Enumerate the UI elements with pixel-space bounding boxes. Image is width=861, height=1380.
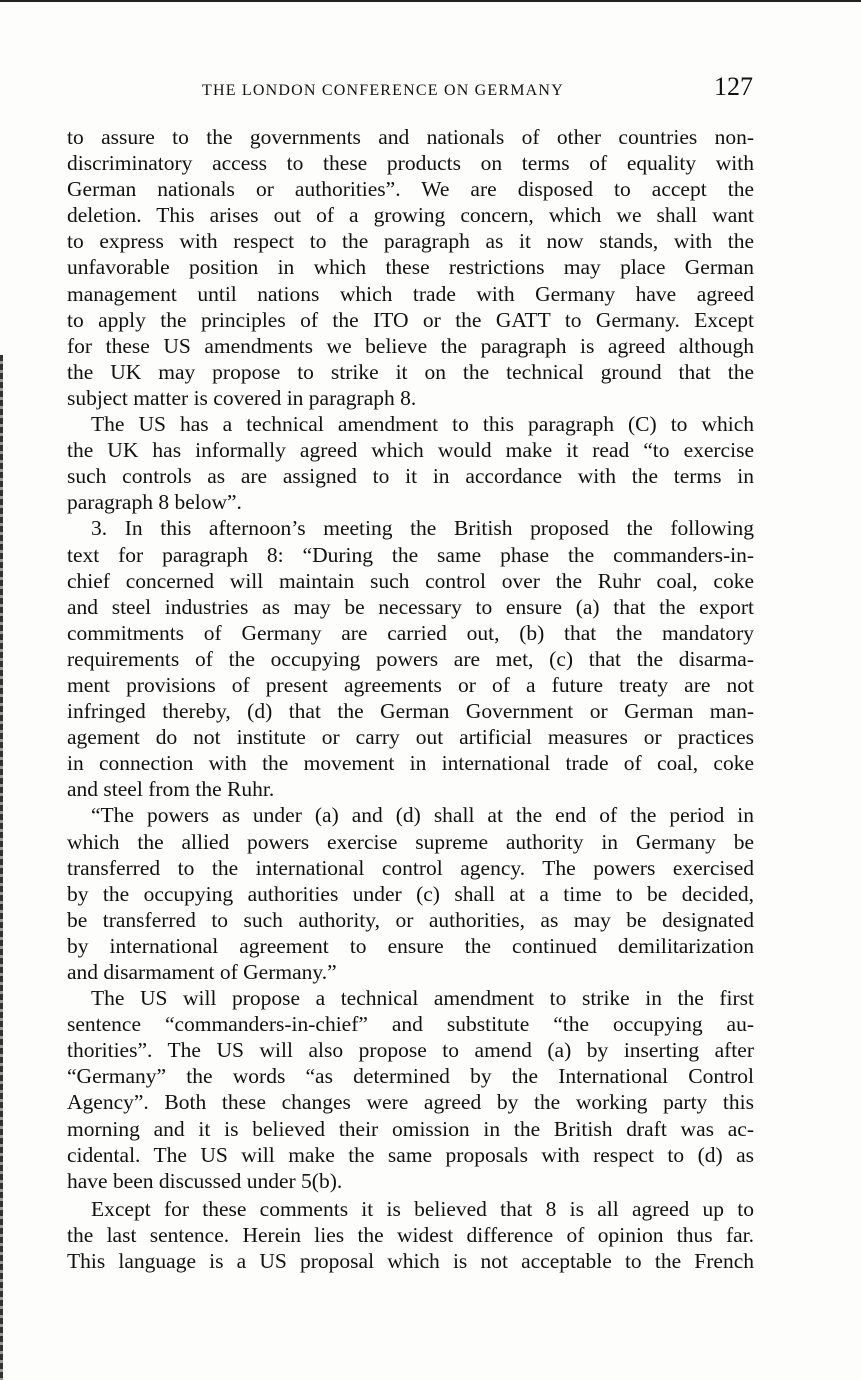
text-line: infringed thereby, (d) that the German Government or German man- [67, 699, 754, 724]
text-line: Except for these comments it is believed that 8 is all agreed up to [91, 1196, 754, 1221]
text-line: in connection with the movement in international trade of coal, coke [67, 751, 754, 776]
text-line: to apply the principles of the ITO or the GATT to Germany. Except [67, 307, 754, 332]
body-text [67, 124, 754, 1274]
text-line: and steel industries as may be necessary to ensure (a) that the export [67, 594, 754, 619]
text-line: unfavorable position in which these restrictions may place German [67, 255, 754, 280]
text-line: “The powers as under (a) and (d) shall at the end of the period in [91, 803, 754, 828]
text-line: the UK may propose to strike it on the technical ground that the [67, 359, 754, 384]
text-line: thorities”. The US will also propose to amend (a) by inserting after [67, 1038, 754, 1063]
text-line: management until nations which trade with Germany have agreed [67, 281, 754, 306]
text-line: by the occupying authorities under (c) shall at a time to be decided, [67, 881, 754, 906]
text-line: the last sentence. Herein lies the widest difference of opinion thus far. [67, 1222, 754, 1247]
text-line: chief concerned will maintain such control over the Ruhr coal, coke [67, 568, 754, 593]
page-top-edge [0, 0, 861, 2]
text-line: be transferred to such authority, or authorities, as may be designated [67, 907, 754, 932]
text-line: have been discussed under 5(b). [67, 1168, 343, 1193]
text-line: German nationals or authorities”. We are disposed to accept the [67, 177, 754, 202]
binding-edge-shadow [0, 355, 3, 1380]
text-line: paragraph 8 below”. [67, 490, 242, 515]
text-line: commitments of Germany are carried out, (b) that the mandatory [67, 620, 754, 645]
text-line: agement do not institute or carry out artificial measures or practices [67, 725, 754, 750]
text-line: and steel from the Ruhr. [67, 777, 275, 802]
text-line: subject matter is covered in paragraph 8. [67, 385, 417, 410]
text-line: The US has a technical amendment to this paragraph (C) to which [91, 412, 754, 437]
text-line: to assure to the governments and nationals of other countries non- [67, 125, 754, 149]
text-line: text for paragraph 8: “During the same phase the commanders-in- [67, 542, 754, 567]
text-line: sentence “commanders-in-chief” and substitute “the occupying au- [67, 1012, 754, 1037]
text-line: ment provisions of present agreements or of a future treaty are not [67, 672, 754, 697]
text-line: which the allied powers exercise supreme authority in Germany be [67, 829, 754, 854]
text-line: cidental. The US will make the same proposals with respect to (d) as [67, 1142, 754, 1167]
text-line: by international agreement to ensure the continued demilitarization [67, 933, 754, 958]
text-line: transferred to the international control agency. The powers exercised [67, 855, 754, 880]
text-line: deletion. This arises out of a growing concern, which we shall want [67, 203, 754, 228]
text-line: The US will propose a technical amendment to strike in the first [91, 986, 754, 1011]
text-line: 3. In this afternoon’s meeting the British proposed the following [91, 516, 754, 541]
text-line: discriminatory access to these products on terms of equality with [67, 151, 754, 176]
text-line: and disarmament of Germany.” [67, 960, 337, 984]
text-line: such controls as are assigned to it in accordance with the terms in [67, 464, 754, 489]
text-line: to express with respect to the paragraph as it now stands, with the [67, 229, 754, 254]
text-line: morning and it is believed their omission in the British draft was ac- [67, 1116, 754, 1141]
text-line: for these US amendments we believe the paragraph is agreed although [67, 333, 754, 358]
page-number: 127 [714, 72, 753, 101]
text-line: Agency”. Both these changes were agreed by the working party this [67, 1090, 754, 1115]
text-line: requirements of the occupying powers are met, (c) that the disarma- [67, 646, 754, 671]
text-line: “Germany” the words “as determined by the International Control [67, 1064, 754, 1089]
text-line: the UK has informally agreed which would make it read “to exercise [67, 438, 754, 463]
running-header-title: THE LONDON CONFERENCE ON GERMANY [202, 82, 564, 99]
text-line: This language is a US proposal which is not acceptable to the French [67, 1249, 754, 1274]
